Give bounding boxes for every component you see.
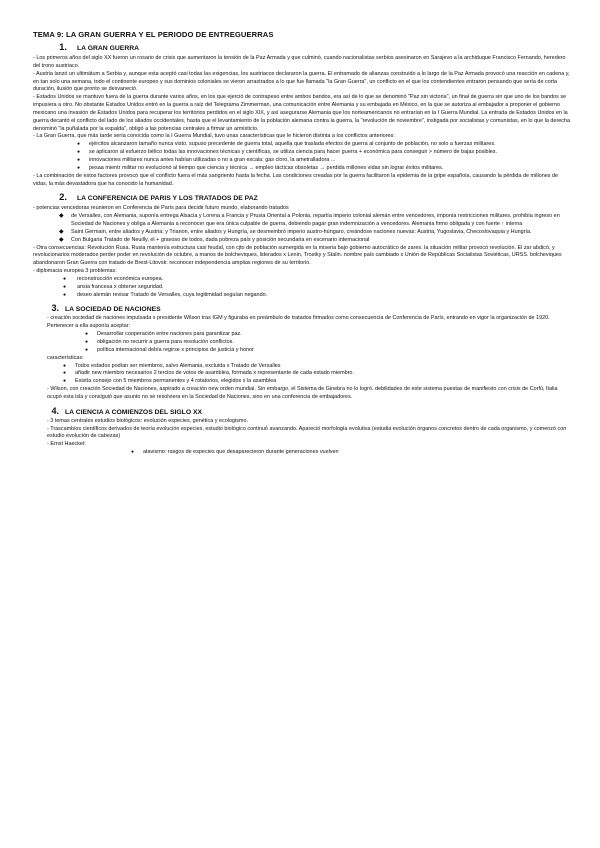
paragraph: - Estados Unidos se mantuvo fuera de la guerra durante varios años, en los que ejerció de contrapeso entre ambos bandos, era así de lo que se denominó "Paz sin victoria", un final de guerra sin que uno de los bandos se impusiera a otro. No obstante Estados Unidos entró en la guerra a raíz del Telegrama Zimmerman, una comunicación entre Alemania y su embajada en México, en la que se autoriza al embajador a proponer el gobierno mexicano una invasión de Estados Unidos para recuperar los territorios perdidos en el siglo XIX, y así asegurarse Alemania que los norteamericanos no entrarían en la I Guerra Mundial. La entrada de Estados Unidos en la guerra decantó el conflicto del lado de los aliados occidentales, hasta que el levantamiento de la población alemana contra la guerra, la "revolución de noviembre", instigada por socialistas y comunistas, en lo que la derecha denominó "la puñalada por la espalda", obligó a las potencias centrales a firmar un armisticio.	[33, 94, 571, 132]
list-item: ● ejércitos alcanzaron tamaño nunca visto. supuso precedente de guerra total, aquella que traslada efectos de guerra al conjunto de población, no solo a fuerzas militares.	[77, 141, 496, 148]
list-item: ● Todos estados podían ser miembros, salvo Alemania, excluida x Tratado de Versalles	[63, 362, 281, 369]
section-heading-1	[33, 42, 573, 53]
bullet-icon: ●	[63, 362, 67, 369]
bullet-icon: ●	[77, 149, 81, 156]
section-title: LA SOCIEDAD DE NACIONES	[65, 306, 161, 314]
bullet-list	[33, 141, 573, 172]
bullet-icon: ●	[77, 164, 81, 171]
list-item: ● Existía consejo con 5 miembros permanentes y 4 rotatorios, elegidos x la asamblea	[63, 378, 277, 385]
list-item: ● Desarrollar cooperación entre naciones para garantizar paz.	[85, 331, 242, 338]
paragraph: características:	[47, 354, 84, 361]
section-number: 1.	[59, 42, 67, 53]
diamond-bullet-icon: ◆	[59, 236, 64, 243]
paragraph: - La Gran Guerra, que más tarde sería conocida como la I Guerra Mundial, tuvo unas características que le hicieron distinta a los conflictos anteriores:	[33, 133, 395, 140]
paragraph: - creación sociedad de naciones impulsada x presidente Wilson tras IGM y figuraba en preámbulo de tratados firmados como consecuencia de Conferencia de París, entrando en vigor la organización de 1920. Pertenecer a ella suponía aceptar:	[47, 315, 550, 330]
list-item: ◆ Con Bulgaria Tratado de Neuilly, el + gravoso de todos, dada pobreza país y posición secundaria en escenario internacional	[59, 236, 370, 243]
section-title: LA CIENCIA A COMIENZOS DEL SIGLO XX	[65, 408, 203, 416]
paragraph: - 3 temas centrales estudios biológicos: evolución especies, genética y ecologismo.	[47, 417, 248, 424]
diamond-bullet-icon: ◆	[59, 228, 64, 235]
document-page	[33, 30, 573, 457]
diamond-bullet-icon: ◆	[59, 213, 64, 220]
section-number: 3.	[51, 303, 59, 314]
list-item: ◆ de Versalles, con Alemania, suponía entrega Alsacia y Lorena a Francia y Prusia Oriental a Polonia. repartía imperio colonial alemán entre vencedores, imponía restricciones militares, prohibía ingreso en Sociedad de Naciones y obliga a Alemania a reconocer que era única culpable de guerra, debiendo pagar gran indemnización a vencedores. Alemania firmo obligada y con fuerte ↑ interna	[59, 213, 560, 228]
bullet-icon: ●	[63, 291, 67, 298]
section-heading-4	[33, 406, 573, 416]
section-number: 2.	[59, 192, 67, 204]
section-number: 4.	[51, 405, 59, 416]
section-heading-2	[33, 192, 573, 203]
bullet-icon: ●	[77, 141, 81, 148]
bullet-list	[33, 331, 573, 355]
bullet-icon: ●	[85, 339, 89, 345]
bullet-icon: ●	[131, 449, 135, 456]
paragraph: - Los primeros años del siglo XX fueron un rosario de crisis que aumentaron la tensión de la Paz Armada y que culminó, cuando nacionalistas serbios asesinaron en Sarajevo a la archiduque Francisco Fernando, heredero del trono austriaco.	[33, 55, 566, 69]
paragraph: - diplomacia europea 3 problemas:	[33, 268, 117, 275]
list-item: ● se aplicaron al esfuerzo bélico todas las innovaciones técnicas y científicas, se utiliza ciencia para hacer guerra + económica para conseguir > número de bajas posibles.	[77, 149, 498, 156]
list-item: ◆ Saint Germain, entre aliados y Austria; y Trianon, entre aliados y Hungría, se desmembró imperio austro-húngaro, creándose naciones nuevas: Austria, Yugoslavia, Checoslovaquia y Hungría.	[59, 228, 532, 235]
section-title: LA GRAN GUERRA	[77, 45, 140, 52]
paragraph: - Trascambios científicos derivados de teoría evolución especies, estudio biológico continuó avanzando. Apareció morfología evolutiva (estudia evolución órganos concretos dentro de cada organismo, y comenzó con estudio evolución de cabezas)	[47, 425, 567, 440]
list-item: ● política internacional debía regirse x principios de justicia y honor	[85, 346, 254, 353]
paragraph: - Otra consecuencias: Revolución Rusa. Rusia mantenía estructura casi feudal, con cjto de población sumergida en la miseria bajo gobierno autocrático de zares. la situación militar provocó revolución. El zar abdicó, y revolucionarios moderados perder poder en revolución de octubre, a manos de bolcheviques, liderados x Lenin, Trostky y Stalin. nombre país cambiado x Unión de Repúblicas Socialistas Soviéticas, URSS. bolcheviques abandonaron Gran Guerra con tratado de Brest-Litovsk: reconocer independencia amplias regiones de su territorio.	[33, 244, 562, 267]
bullet-icon: ●	[63, 275, 67, 282]
bullet-list	[33, 213, 573, 244]
bullet-icon: ●	[63, 283, 67, 290]
bullet-icon: ●	[77, 156, 81, 163]
paragraph: - La combinación de estos factores provocó que el conflicto fuera el más sangriento hasta la fecha. Las condiciones creadas por la guerra facilitaron la epidemia de la gripe española, causando la pérdida de millones de vidas, la más devastadora que ha conocido la humanidad.	[33, 172, 559, 187]
bullet-icon: ●	[85, 346, 89, 353]
list-item: ● obligación no recurrir a guerra para resolución conflictos.	[85, 339, 234, 345]
list-item: ● innovaciones militares nunca antes habían utilizadas o no a gran escala: gas cloro, la ametralladora ...	[77, 156, 336, 163]
paragraph: - potencias vencedoras reunieron en Conferencia de París para decidir futuro mundo, elaborando tratados	[33, 205, 289, 212]
list-item: ● atavismo: rasgos de especies que desaparecieron durante generaciones vuelven	[131, 449, 339, 456]
list-item: ● pesaa mientr militar no evolucionó al tiempo que ciencia y técnica → empleo tácticas obsoletas → perdida millones vidas sin lograr éxitos militares.	[77, 164, 444, 171]
paragraph: - Ernst Haeckel:	[47, 441, 86, 448]
bullet-icon: ●	[63, 378, 67, 385]
list-item: ● ansia francesa x obtener seguridad.	[63, 283, 164, 290]
bullet-list	[33, 363, 573, 387]
bullet-list	[33, 276, 573, 300]
bullet-icon: ●	[85, 331, 89, 338]
bullet-icon: ●	[63, 370, 67, 377]
paragraph: - Wilson, con creación Sociedad de Naciones, aspirado a creación new orden mundial. Sin embargo, el Sistema de Ginebra no lo logró. debilidades de este sistema puestas de manifiesto con crisis de Corfú, Italia ocupó esta isla y consiguió que asunto no se resolviera en la Sociedad de Naciones, sino en una conferencia de embajadores.	[47, 386, 558, 400]
list-item: ● añadir new miembro necesarios 2 tercios de votos de asamblea, formada x representante de cada estado miembro.	[63, 370, 354, 377]
section-heading-3	[33, 303, 573, 313]
list-item: ● deseo alemán revisar Tratado de Versalles, cuya legitimidad seguían negando.	[63, 291, 268, 298]
list-item: ● reconstrucción económica europea.	[63, 275, 164, 282]
paragraph: - Austria lanzó un ultimátum a Serbia y, aunque esta aceptó casi todas las exigencias, los austriacos declararon la guerra. El entramado de alianzas construido a lo largo de la Paz Armada provocó una reacción en cadena y, en tan solo una semana, todo el continente europeo y sus dominios coloniales se vieron arrastrados a lo que fue llamada "la Gran Guerra", un conflicto en el que los contendientes entraron pensando que sería de corta duración, ilusión que pronto se desvaneció.	[33, 70, 570, 93]
document-title: TEMA 9: LA GRAN GUERRA Y EL PERIODO DE ENTREGUERRAS	[33, 30, 274, 39]
bullet-list	[33, 449, 573, 457]
section-title: LA CONFERENCIA DE PARIS Y LOS TRATADOS DE PAZ	[77, 195, 258, 203]
